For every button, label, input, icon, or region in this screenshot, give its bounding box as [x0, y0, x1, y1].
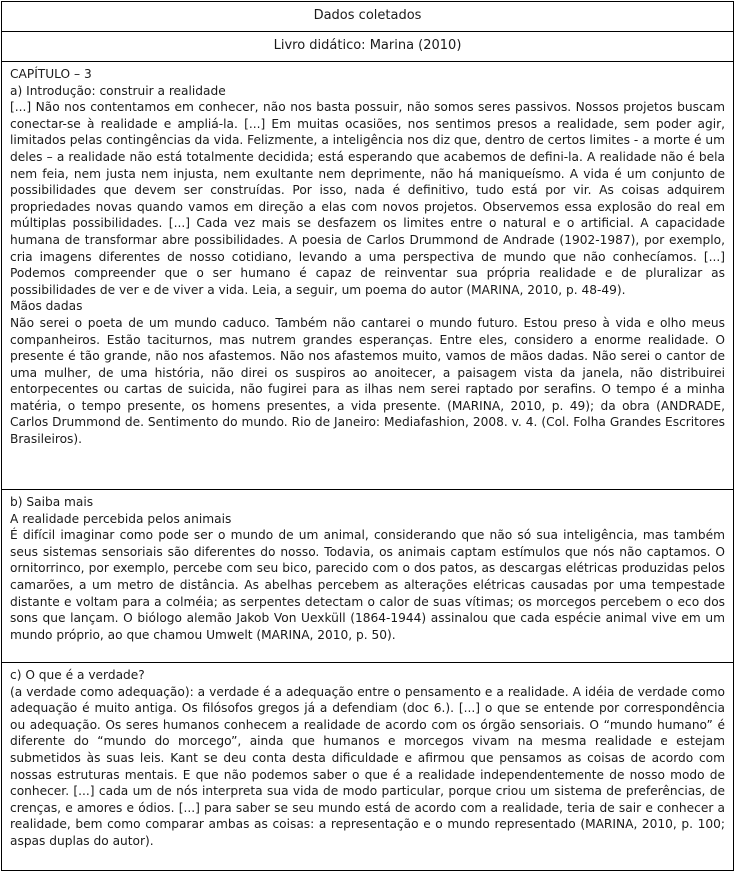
section-c — [2, 663, 733, 870]
section-c-heading: c) O que é a verdade? — [10, 668, 145, 682]
section-b-heading: b) Saiba mais — [10, 495, 94, 509]
chapter-label: CAPÍTULO – 3 — [10, 67, 92, 81]
section-a-body: [...] Não nos contentamos em conhecer, não nos basta possuir, não somos seres passivos. Nossos projetos buscam conectar-se à realidade e ampliá-la. [...] Em muitas ocasiões, nos sentimos presos a realidade, sem poder agir, limitados pelas contingências da vida. Felizmente, a inteligência nos diz que, dentro de certos limites - a morte é um deles – a realidade não está totalmente decidida; está esperando que acabemos de defini-la. A realidade não é bela nem feia, nem justa nem injusta, nem exultante nem deprimente, não há maniqueísmo. A vida é um conjunto de possibilidades que devem ser construídas. Por isso, nada é definitivo, tudo está por vir. As coisas adquirem propriedades novas quando vamos em direção a elas com novos projetos. Observemos essa explosão do real em múltiplas possibilidades. [...] Cada vez mais se desfazem os limites entre o natural e o artificial. A capacidade humana de transformar abre possibilidades. A poesia de Carlos Drummond de Andrade (1902-1987), por exemplo, cria imagens diferentes de nosso cotidiano, levando a uma perspectiva de mundo que não conhecíamos. [...] Podemos compreender que o ser humano é capaz de reinventar sua própria realidade e de pluralizar as possibilidades de ver e de viver a vida. Leia, a seguir, um poema do autor (MARINA, 2010, p. 48-49). — [10, 100, 725, 297]
table-title: Dados coletados — [313, 8, 422, 23]
section-a-heading: a) Introdução: construir a realidade — [10, 83, 226, 98]
table-subtitle: Livro didático: Marina (2010) — [273, 38, 462, 53]
poem-body: Não serei o poeta de um mundo caduco. Também não cantarei o mundo futuro. Estou preso à vida e olho meus companheiros. Estão taciturnos, mas nutrem grandes esperanças. Entre eles, considero a enorme realidade. O presente é tão grande, não nos afastemos. Não nos afastemos muito, vamos de mãos dadas. Não serei o cantor de uma mulher, de uma história, não direi os suspiros ao anoitecer, a paisagem vista da janela, não distribuirei entorpecentes ou cartas de suicida, não fugirei para as ilhas nem serei raptado por serafins. O tempo é a minha matéria, o tempo presente, os homens presentes, a vida presente. (MARINA, 2010, p. 49); da obra (ANDRADE, Carlos Drummond de. Sentimento do mundo. Rio de Janeiro: Mediafashion, 2008. v. 4. (Col. Folha Grandes Escritores Brasileiros). — [10, 315, 725, 447]
table-subtitle-row — [2, 32, 733, 62]
section-a — [2, 62, 733, 490]
section-b — [2, 490, 733, 663]
data-table — [1, 1, 734, 871]
section-c-body: (a verdade como adequação): a verdade é a adequação entre o pensamento e a realidade. A idéia de verdade como adequação é muito antiga. Os filósofos gregos já a defendiam (doc 6.). [...] o que se entende por correspondência ou adequação. Os seres humanos conhecem a realidade de acordo com os órgão sensoriais. O “mundo humano” é diferente do “mundo do morcego”, ainda que humanos e morcegos vivam na mesma realidade e estejam submetidos às suas leis. Kant se deu conta desta dificuldade e afirmou que pensamos as coisas de acordo com nossas estruturas mentais. E que não podemos saber o que é a realidade independentemente de nosso modo de conhecer. [...] cada um de nós interpreta sua vida de modo particular, porque criou um sistema de preferências, de crenças, e amores e ódios. [...] para saber se seu mundo está de acordo com a realidade, teria de sair e conhecer a realidade, bem como comparar ambas as coisas: a representação e o mundo representado (MARINA, 2010, p. 100; aspas duplas do autor). — [10, 684, 725, 848]
table-title-row — [2, 2, 733, 32]
poem-title: Mãos dadas — [10, 299, 83, 314]
section-b-body: É difícil imaginar como pode ser o mundo de um animal, considerando que não só sua inteligência, mas também seus sistemas sensoriais são diferentes do nosso. Todavia, os animais captam estímulos que nós não captamos. O ornitorrinco, por exemplo, percebe com seu bico, parecido com o dos patos, as descargas elétricas produzidas pelos camarões, a um metro de distância. As abelhas percebem as alterações elétricas causadas por uma tempestade distante e voltam para a colméia; as serpentes detectam o calor de suas vítimas; os morcegos percebem o eco dos sons que lançam. O biólogo alemão Jakob Von Uexküll (1864-1944) assinalou que cada espécie animal vive em um mundo próprio, ao que chamou Umwelt (MARINA, 2010, p. 50). — [10, 528, 725, 642]
section-b-subheading: A realidade percebida pelos animais — [10, 511, 232, 526]
